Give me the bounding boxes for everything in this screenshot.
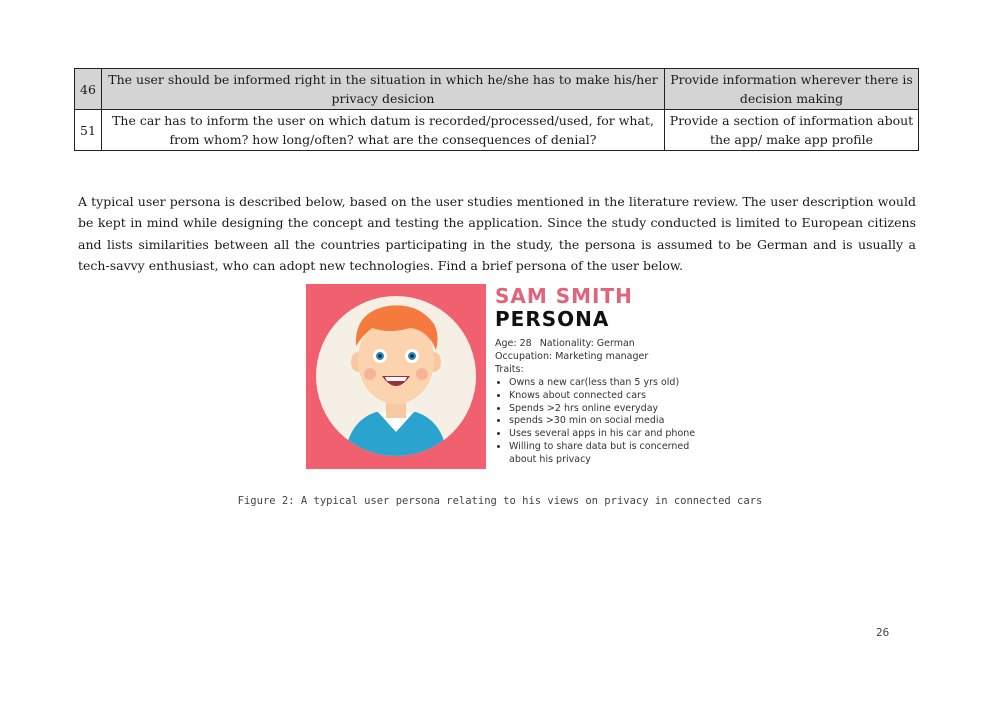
persona-meta: [495, 337, 695, 376]
list-item: • Spends >2 hrs online everyday: [509, 403, 695, 416]
page-number: 26: [876, 626, 890, 639]
persona-age: Age: 28: [495, 338, 532, 349]
list-item: about his privacy: [509, 453, 591, 465]
table-row: [75, 110, 919, 151]
persona-traits-list: [495, 377, 695, 467]
list-item: • Willing to share data but is concerned: [509, 441, 695, 454]
list-item: • Owns a new car(less than 5 yrs old): [509, 377, 695, 390]
requirement-text: The car has to inform the user on which datum is recorded/processed/used, for what, from whom? how long/often? what are the consequences of denial?: [102, 110, 665, 151]
requirement-number: 51: [75, 110, 102, 151]
solution-text: Provide a section of information about the app/ make app profile: [665, 110, 919, 151]
persona-avatar-illustration: [306, 284, 486, 469]
table-row: [75, 69, 919, 110]
list-item: • Uses several apps in his car and phone: [509, 428, 695, 441]
persona-title: PERSONA: [495, 307, 610, 331]
requirement-number: 46: [75, 69, 102, 110]
figure-caption: Figure 2: A typical user persona relating to his views on privacy in connected cars: [237, 495, 763, 507]
persona-nationality: Nationality: German: [539, 338, 635, 349]
persona-name: SAM SMITH: [495, 284, 633, 308]
persona-occupation: Occupation: Marketing manager: [495, 351, 649, 362]
list-item: • Knows about connected cars: [509, 390, 695, 403]
requirement-text: The user should be informed right in the situation in which he/she has to make his/her privacy desicion: [102, 69, 665, 110]
persona-card: [306, 284, 696, 470]
persona-traits-label: Traits:: [495, 364, 524, 375]
solution-text: Provide information wherever there is decision making: [665, 69, 919, 110]
body-paragraph: A typical user persona is described below, based on the user studies mentioned in the literature review. The user description would be kept in mind while designing the concept and testing the application. Since the study conducted is limited to European citizens and lists similarities between all the countries participating in the study, the persona is assumed to be German and is usually a tech-savvy enthusiast, who can adopt new technologies. Find a brief persona of the user below.: [78, 194, 916, 274]
requirements-table: [74, 68, 919, 151]
list-item: • spends >30 min on social media: [509, 415, 695, 428]
persona-info: [495, 284, 695, 467]
